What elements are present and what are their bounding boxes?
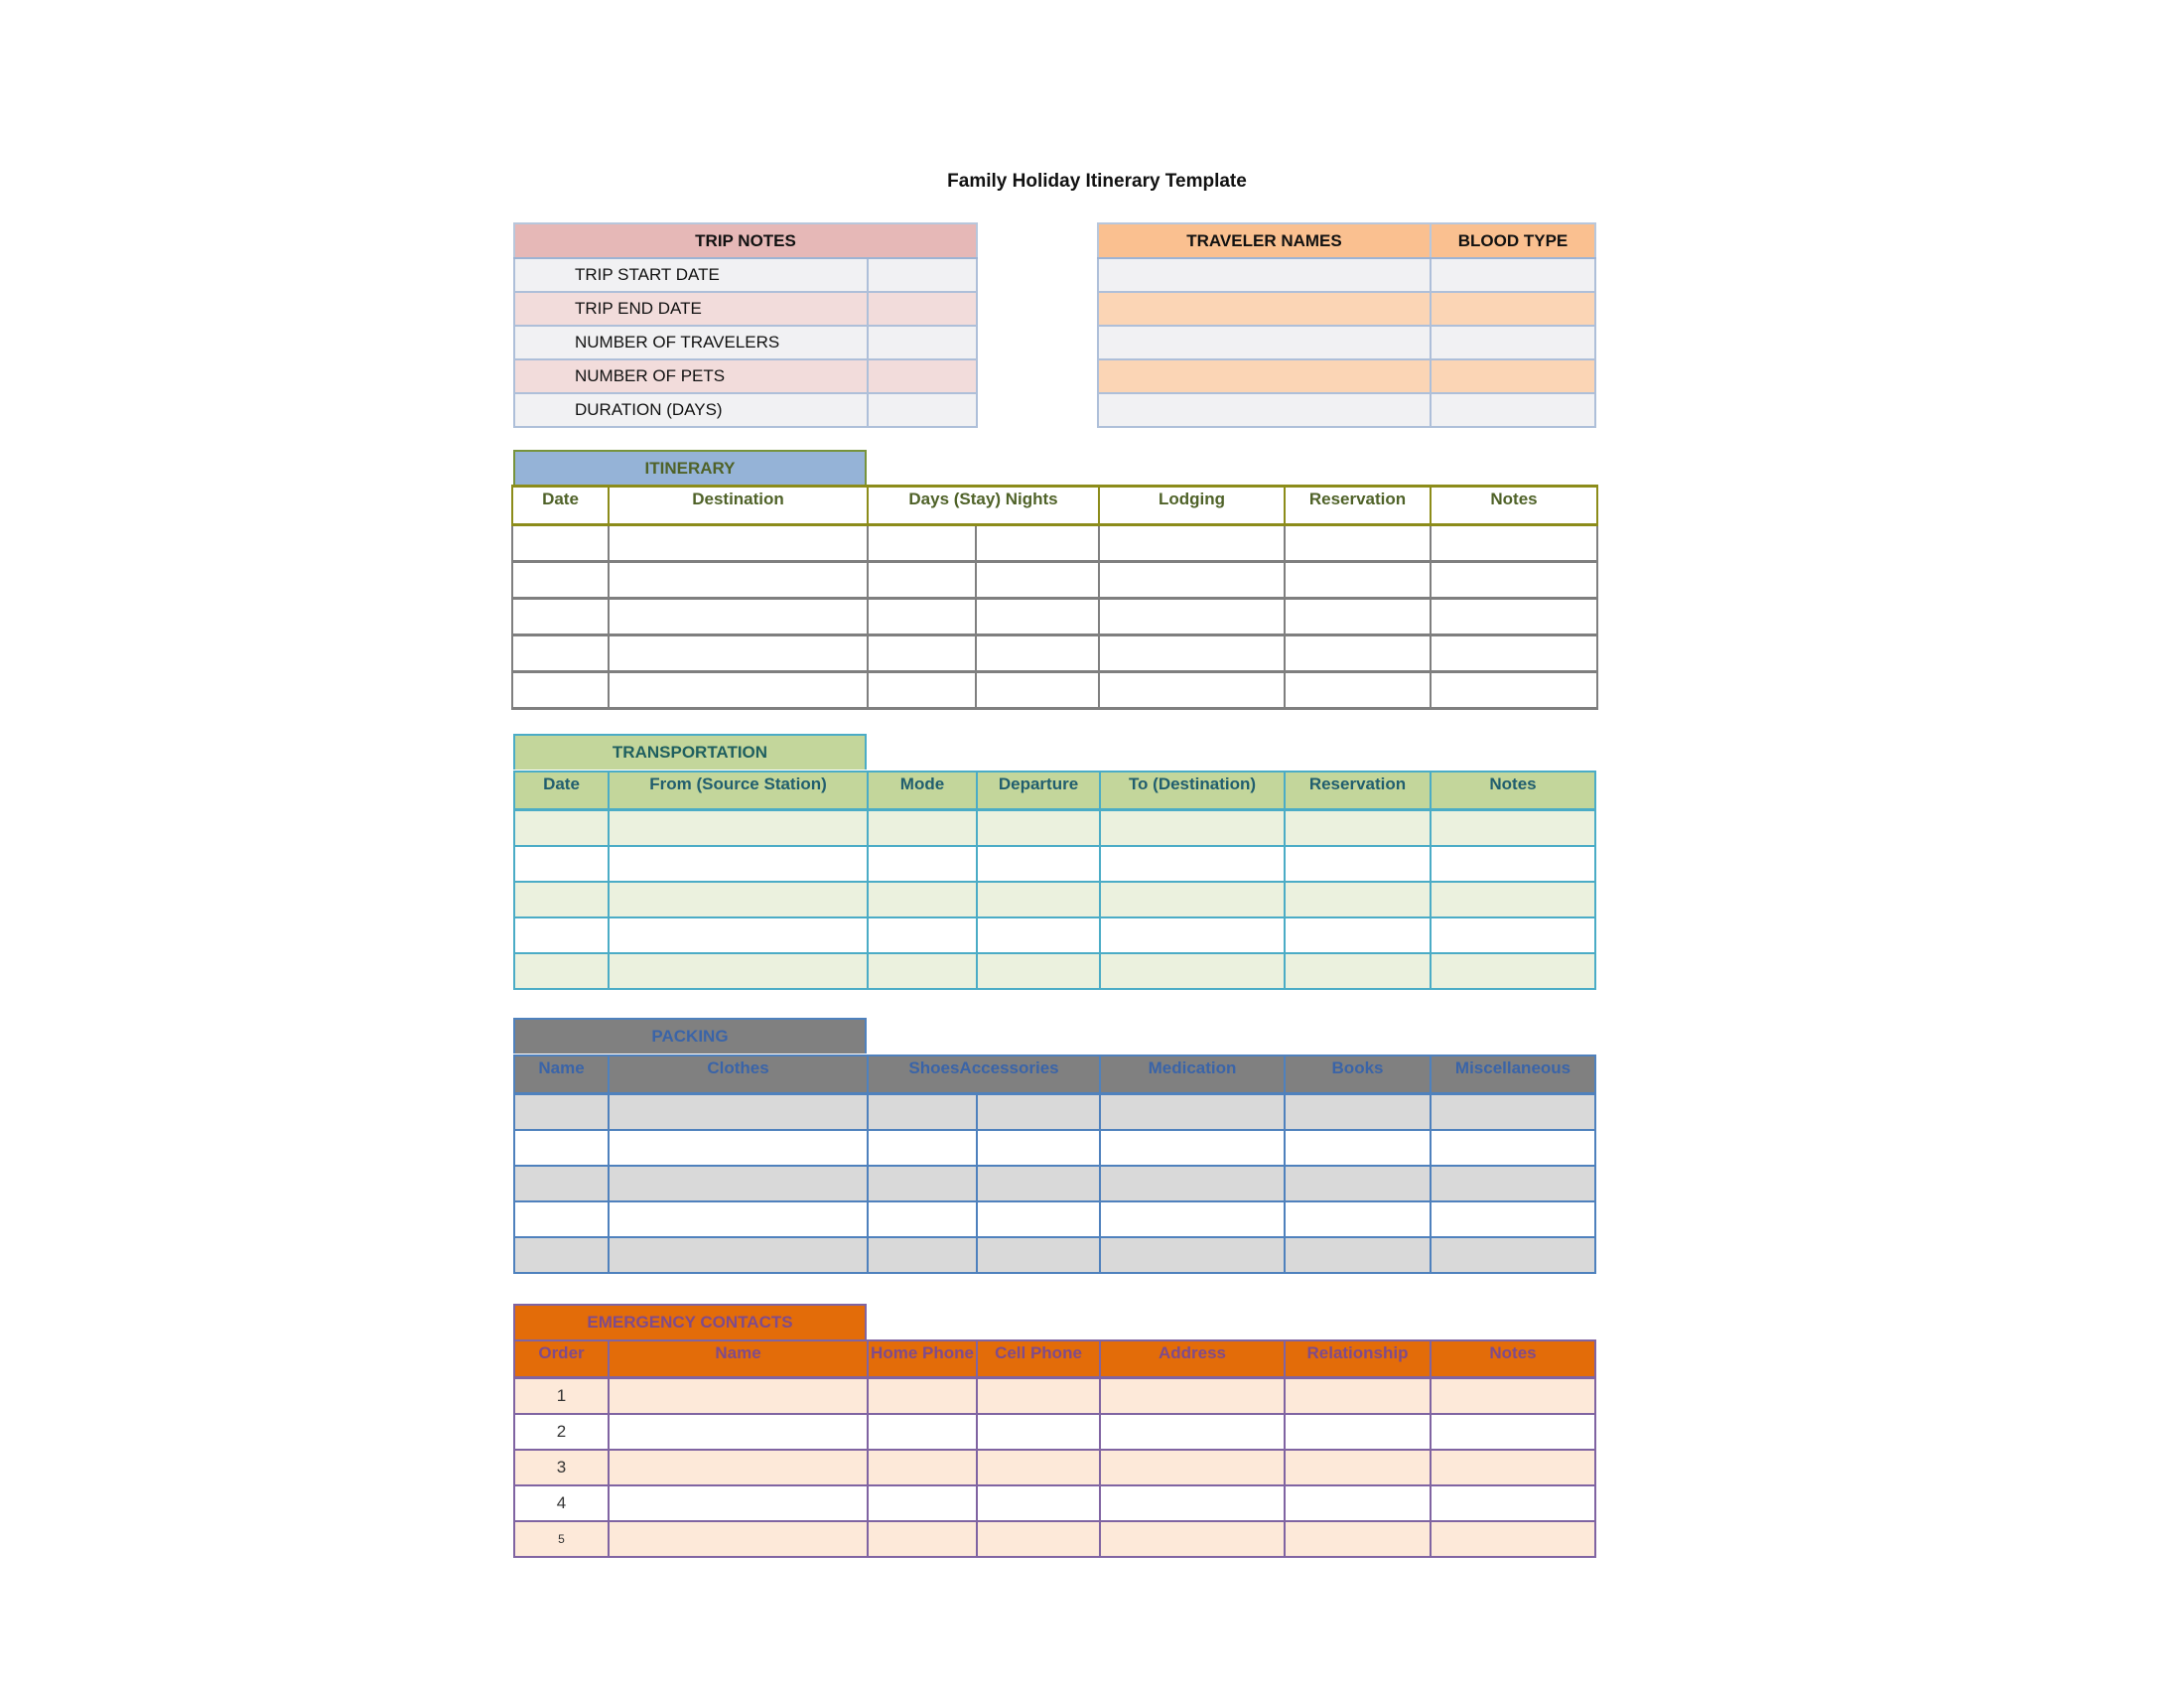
cell[interactable] [1431,525,1597,562]
cell[interactable] [512,635,609,672]
cell[interactable] [609,882,868,917]
cell[interactable] [514,1237,609,1273]
col-address: Address [1100,1340,1285,1378]
trip-notes-row [514,292,977,326]
traveler-names-header: TRAVELER NAMES [1098,223,1431,258]
cell[interactable] [609,1201,868,1237]
cell[interactable] [609,1237,868,1273]
cell[interactable] [514,1201,609,1237]
col-reservation: Reservation [1285,487,1431,525]
cell[interactable] [977,1130,1100,1166]
cell[interactable] [868,1378,977,1415]
cell[interactable] [1100,1521,1285,1557]
cell[interactable] [609,635,868,672]
cell[interactable] [868,635,976,672]
col-shoes-accessories: ShoesAccessories [868,1055,1100,1094]
col-from-source-station: From (Source Station) [609,772,868,810]
itinerary-title: ITINERARY [513,450,867,486]
traveler-name-cell[interactable] [1098,326,1431,359]
duration-days-field[interactable] [868,393,977,427]
cell[interactable] [976,525,1099,562]
col-date: Date [512,487,609,525]
cell[interactable] [514,1094,609,1131]
cell[interactable] [868,1521,977,1557]
cell[interactable] [868,562,976,599]
cell[interactable] [609,1094,868,1131]
cell[interactable] [977,846,1100,882]
table-row [512,672,1597,709]
col-date: Date [514,772,609,810]
cell[interactable] [868,599,976,635]
table-row [514,1485,1595,1521]
traveler-row [1098,359,1595,393]
cell[interactable] [1431,562,1597,599]
cell[interactable] [609,1414,868,1450]
traveler-row [1098,326,1595,359]
cell[interactable] [868,1485,977,1521]
order-cell: 5 [514,1521,609,1557]
order-cell: 3 [514,1450,609,1485]
cell[interactable] [1431,953,1595,989]
cell[interactable] [1285,882,1431,917]
cell[interactable] [1099,562,1285,599]
trip-notes-row [514,393,977,427]
cell[interactable] [1100,1130,1285,1166]
cell[interactable] [1285,672,1431,709]
table-row [514,953,1595,989]
table-row [514,846,1595,882]
cell[interactable] [512,672,609,709]
table-row [514,810,1595,847]
col-destination: Destination [609,487,868,525]
cell[interactable] [868,1414,977,1450]
cell[interactable] [1100,917,1285,953]
cell[interactable] [1100,846,1285,882]
traveler-row [1098,258,1595,292]
col-notes: Notes [1431,1340,1595,1378]
trip-notes-header: TRIP NOTES [514,223,977,258]
cell[interactable] [609,1166,868,1201]
emergency-contacts-table [513,1339,1596,1558]
cell[interactable] [977,917,1100,953]
traveler-name-cell[interactable] [1098,359,1431,393]
traveler-name-cell[interactable] [1098,292,1431,326]
cell[interactable] [1431,1378,1595,1415]
col-home-phone: Home Phone [868,1340,977,1378]
cell[interactable] [868,672,976,709]
order-cell: 2 [514,1414,609,1450]
cell[interactable] [1431,846,1595,882]
number-of-travelers-label: NUMBER OF TRAVELERS [514,326,868,359]
cell[interactable] [514,917,609,953]
table-row [514,1130,1595,1166]
col-miscellaneous: Miscellaneous [1431,1055,1595,1094]
col-notes: Notes [1431,487,1597,525]
order-cell: 4 [514,1485,609,1521]
order-cell: 1 [514,1378,609,1415]
cell[interactable] [1099,672,1285,709]
emergency-contacts-title: EMERGENCY CONTACTS [513,1304,867,1339]
cell[interactable] [977,1450,1100,1485]
trip-notes-row [514,359,977,393]
trip-notes-row [514,258,977,292]
cell[interactable] [1285,1450,1431,1485]
cell[interactable] [1285,1521,1431,1557]
cell[interactable] [1100,1414,1285,1450]
cell[interactable] [514,1130,609,1166]
table-row [512,635,1597,672]
col-departure: Departure [977,772,1100,810]
blood-type-cell[interactable] [1431,258,1595,292]
cell[interactable] [1431,1201,1595,1237]
cell[interactable] [977,1237,1100,1273]
blood-type-cell[interactable] [1431,326,1595,359]
col-days-stay-nights: Days (Stay) Nights [868,487,1099,525]
col-order: Order [514,1340,609,1378]
traveler-name-cell[interactable] [1098,393,1431,427]
table-row [512,562,1597,599]
cell[interactable] [977,1521,1100,1557]
blood-type-cell[interactable] [1431,359,1595,393]
col-cell-phone: Cell Phone [977,1340,1100,1378]
cell[interactable] [1285,953,1431,989]
cell[interactable] [609,846,868,882]
cell[interactable] [1431,917,1595,953]
cell[interactable] [1100,1450,1285,1485]
cell[interactable] [1099,599,1285,635]
traveler-row [1098,292,1595,326]
col-to-destination: To (Destination) [1100,772,1285,810]
cell[interactable] [1431,1166,1595,1201]
trip-end-date-label: TRIP END DATE [514,292,868,326]
cell[interactable] [1431,1521,1595,1557]
traveler-name-cell[interactable] [1098,258,1431,292]
cell[interactable] [1285,1130,1431,1166]
cell[interactable] [609,599,868,635]
cell[interactable] [977,1166,1100,1201]
table-row [514,1521,1595,1557]
cell[interactable] [1285,1414,1431,1450]
col-medication: Medication [1100,1055,1285,1094]
cell[interactable] [868,1237,977,1273]
cell[interactable] [1285,525,1431,562]
col-mode: Mode [868,772,977,810]
trip-end-date-field[interactable] [868,292,977,326]
cell[interactable] [609,1130,868,1166]
cell[interactable] [1431,882,1595,917]
table-row [514,1094,1595,1131]
table-row [514,1166,1595,1201]
cell[interactable] [1100,1094,1285,1131]
trip-notes-row [514,326,977,359]
cell[interactable] [977,1094,1100,1131]
col-reservation: Reservation [1285,772,1431,810]
cell[interactable] [1285,635,1431,672]
cell[interactable] [868,1201,977,1237]
cell[interactable] [976,635,1099,672]
cell[interactable] [609,562,868,599]
cell[interactable] [514,846,609,882]
duration-days-label: DURATION (DAYS) [514,393,868,427]
cell[interactable] [868,1094,977,1131]
cell[interactable] [514,810,609,847]
table-row [514,917,1595,953]
cell[interactable] [1285,562,1431,599]
cell[interactable] [609,1485,868,1521]
cell[interactable] [514,953,609,989]
transportation-title: TRANSPORTATION [513,734,867,770]
cell[interactable] [1285,1485,1431,1521]
table-row [512,525,1597,562]
cell[interactable] [1099,525,1285,562]
cell[interactable] [868,953,977,989]
cell[interactable] [1285,599,1431,635]
table-row [514,1201,1595,1237]
col-name: Name [609,1340,868,1378]
cell[interactable] [1100,1378,1285,1415]
cell[interactable] [1285,1378,1431,1415]
number-of-pets-field[interactable] [868,359,977,393]
cell[interactable] [1100,1485,1285,1521]
cell[interactable] [1431,1237,1595,1273]
cell[interactable] [977,1485,1100,1521]
cell[interactable] [609,525,868,562]
cell[interactable] [1100,882,1285,917]
cell[interactable] [1431,1130,1595,1166]
col-clothes: Clothes [609,1055,868,1094]
blood-type-cell[interactable] [1431,292,1595,326]
cell[interactable] [977,953,1100,989]
cell[interactable] [609,1521,868,1557]
cell[interactable] [868,525,976,562]
cell[interactable] [977,1378,1100,1415]
cell[interactable] [512,525,609,562]
col-notes: Notes [1431,772,1595,810]
number-of-pets-label: NUMBER OF PETS [514,359,868,393]
table-row [514,1378,1595,1415]
cell[interactable] [1285,1094,1431,1131]
cell[interactable] [609,1378,868,1415]
cell[interactable] [977,810,1100,847]
table-row [514,1450,1595,1485]
cell[interactable] [514,1166,609,1201]
cell[interactable] [609,672,868,709]
cell[interactable] [1100,1166,1285,1201]
trip-start-date-label: TRIP START DATE [514,258,868,292]
transportation-table [513,771,1596,990]
cell[interactable] [609,953,868,989]
col-books: Books [1285,1055,1431,1094]
cell[interactable] [514,882,609,917]
cell[interactable] [1100,810,1285,847]
cell[interactable] [1431,672,1597,709]
packing-table [513,1055,1596,1274]
cell[interactable] [609,1450,868,1485]
traveler-table [1097,222,1596,428]
cell[interactable] [1100,953,1285,989]
cell[interactable] [1099,635,1285,672]
number-of-travelers-field[interactable] [868,326,977,359]
cell[interactable] [868,917,977,953]
cell[interactable] [1431,810,1595,847]
cell[interactable] [609,810,868,847]
cell[interactable] [1100,1201,1285,1237]
trip-start-date-field[interactable] [868,258,977,292]
cell[interactable] [868,1130,977,1166]
page-title: Family Holiday Itinerary Template [947,171,1247,192]
cell[interactable] [609,917,868,953]
cell[interactable] [977,882,1100,917]
cell[interactable] [868,1450,977,1485]
cell[interactable] [976,599,1099,635]
cell[interactable] [1431,1485,1595,1521]
cell[interactable] [1431,1450,1595,1485]
table-row [514,1237,1595,1273]
col-relationship: Relationship [1285,1340,1431,1378]
cell[interactable] [1285,1237,1431,1273]
cell[interactable] [868,846,977,882]
cell[interactable] [512,562,609,599]
cell[interactable] [1285,810,1431,847]
packing-title: PACKING [513,1018,867,1054]
traveler-row [1098,393,1595,427]
cell[interactable] [868,882,977,917]
cell[interactable] [1431,635,1597,672]
cell[interactable] [1431,1094,1595,1131]
cell[interactable] [868,1166,977,1201]
cell[interactable] [512,599,609,635]
trip-notes-table [513,222,978,428]
cell[interactable] [868,810,977,847]
blood-type-header: BLOOD TYPE [1431,223,1595,258]
table-row [514,1414,1595,1450]
cell[interactable] [1431,599,1597,635]
table-row [512,599,1597,635]
cell[interactable] [1285,1201,1431,1237]
cell[interactable] [1285,1166,1431,1201]
cell[interactable] [977,1414,1100,1450]
table-row [514,882,1595,917]
cell[interactable] [1100,1237,1285,1273]
cell[interactable] [976,672,1099,709]
cell[interactable] [1431,1414,1595,1450]
cell[interactable] [977,1201,1100,1237]
cell[interactable] [1285,846,1431,882]
cell[interactable] [976,562,1099,599]
col-lodging: Lodging [1099,487,1285,525]
cell[interactable] [1285,917,1431,953]
col-name: Name [514,1055,609,1094]
itinerary-table [511,485,1598,710]
blood-type-cell[interactable] [1431,393,1595,427]
